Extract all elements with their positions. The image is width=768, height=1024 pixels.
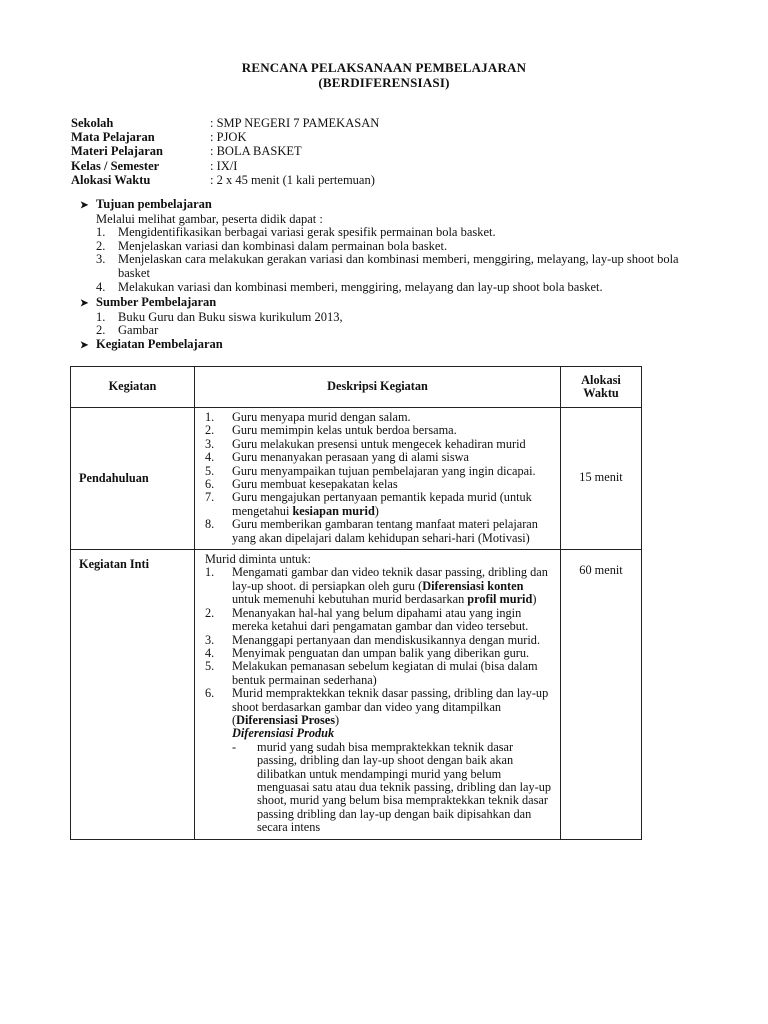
list-item: 1. Guru menyapa murid dengan salam. bbox=[205, 410, 411, 424]
arrow-bullet-icon: ➤ bbox=[80, 339, 89, 351]
produk-item: - murid yang sudah bisa mempraktekkan teknik dasar passing, dribling dan lay-up shoot dengan baik akan dilibatkan untuk mendampingi murid yang belum menguasai satu atau dua teknik passing, dribling dan lay-up shoot, murid yang belum bisa mempraktekkan teknik dasar passing dribling dan lay-up dengan baik dipisahkan dan secara intens bbox=[232, 739, 552, 835]
identity-row bbox=[71, 173, 379, 187]
list-item: 3. Guru melakukan presensi untuk mengecek kehadiran murid bbox=[205, 436, 526, 451]
identity-value: : 2 x 45 menit (1 kali pertemuan) bbox=[210, 172, 375, 187]
list-item: 3. Menjelaskan cara melakukan gerakan variasi dan kombinasi memberi, menggiring, melayang, lay-up shoot bola basket bbox=[96, 252, 679, 280]
pendahuluan-description bbox=[195, 408, 561, 550]
pendahuluan-list bbox=[205, 411, 552, 545]
arrow-bullet-icon: ➤ bbox=[80, 200, 89, 211]
document-subtitle: (BERDIFERENSIASI) bbox=[318, 75, 450, 90]
identity-label: Kelas / Semester bbox=[71, 158, 160, 173]
list-item: 2. Menjelaskan variasi dan kombinasi dalam permainan bola basket. bbox=[96, 238, 448, 253]
table-header-row bbox=[71, 367, 642, 408]
document-title: RENCANA PELAKSANAAN PEMBELAJARAN bbox=[241, 60, 527, 75]
list-item: 5. Melakukan pemanasan sebelum kegiatan di mulai (bisa dalam bentuk permainan sederhana) bbox=[205, 659, 538, 687]
tujuan-intro: Melalui melihat gambar, peserta didik dapat : bbox=[96, 211, 323, 226]
list-item: 3. Menanggapi pertanyaan dan mendiskusikannya dengan murid. bbox=[205, 632, 541, 647]
tujuan-section bbox=[80, 198, 700, 294]
list-item: 2. Guru memimpin kelas untuk berdoa bersama. bbox=[205, 423, 457, 438]
identity-row bbox=[71, 116, 379, 130]
list-item: 4. Melakukan variasi dan kombinasi memberi, menggiring, melayang dan lay-up shoot bola basket. bbox=[96, 279, 603, 294]
identity-label: Sekolah bbox=[71, 116, 114, 130]
list-item: 4. Guru menanyakan perasaan yang di alami siswa bbox=[205, 450, 469, 465]
list-item: 8. Guru memberikan gambaran tentang manfaat materi pelajaran yang akan dipelajari dalam kehidupan sehari-hari (Motivasi) bbox=[205, 517, 538, 545]
identity-label: Mata Pelajaran bbox=[71, 130, 155, 145]
list-item: 7. Guru mengajukan pertanyaan pemantik kepada murid (untuk mengetahui kesiapan murid) bbox=[205, 490, 532, 518]
table-row bbox=[71, 550, 642, 840]
identity-value: : SMP NEGERI 7 PAMEKASAN bbox=[210, 116, 380, 130]
pendahuluan-time: 15 menit bbox=[561, 408, 642, 550]
identity-label: Materi Pelajaran bbox=[71, 144, 163, 159]
inti-label: Kegiatan Inti bbox=[71, 550, 195, 840]
pendahuluan-label: Pendahuluan bbox=[71, 408, 195, 550]
header-kegiatan: Kegiatan bbox=[71, 367, 195, 408]
identity-value: : BOLA BASKET bbox=[210, 144, 302, 159]
list-item: 1. Mengamati gambar dan video teknik dasar passing, dribling dan lay-up shoot. di persiapkan oleh guru (Diferensiasi konten untuk memenuhi kebutuhan murid berdasarkan profil murid) bbox=[205, 565, 548, 607]
header-alokasi: Alokasi Waktu bbox=[561, 367, 642, 408]
list-item: 2. Gambar bbox=[96, 323, 159, 338]
inti-list bbox=[205, 566, 552, 727]
table-row bbox=[71, 408, 642, 550]
identity-row bbox=[71, 159, 379, 173]
kegiatan-table bbox=[70, 366, 642, 840]
list-item: 5. Guru menyampaikan tujuan pembelajaran yang ingin dicapai. bbox=[205, 463, 536, 478]
identity-label: Alokasi Waktu bbox=[71, 172, 151, 187]
identity-value: : PJOK bbox=[210, 130, 247, 145]
arrow-bullet-icon: ➤ bbox=[80, 298, 89, 309]
list-item: 4. Menyimak penguatan dan umpan balik yang diberikan guru. bbox=[205, 645, 530, 660]
inti-description bbox=[195, 550, 561, 840]
identity-block bbox=[71, 116, 379, 187]
list-item: 6. Murid mempraktekkan teknik dasar passing, dribling dan lay-up shoot berdasarkan gambar dan video yang ditampilkan (Diferensiasi Proses) bbox=[205, 686, 549, 727]
list-item: 1. Buku Guru dan Buku siswa kurikulum 2013, bbox=[96, 309, 343, 324]
inti-time: 60 menit bbox=[561, 550, 642, 840]
identity-value: : IX/I bbox=[210, 158, 238, 173]
tujuan-heading: ➤ Tujuan pembelajaran bbox=[80, 197, 212, 211]
sumber-heading: ➤ Sumber Pembelajaran bbox=[80, 295, 217, 309]
kegiatan-heading: ➤ Kegiatan Pembelajaran bbox=[80, 336, 223, 351]
identity-row bbox=[71, 144, 379, 158]
list-item: 6. Guru membuat kesepakatan kelas bbox=[205, 477, 398, 492]
list-item: 1. Mengidentifikasikan berbagai variasi gerak spesifik permainan bola basket. bbox=[96, 225, 496, 240]
sumber-section bbox=[80, 296, 700, 352]
header-deskripsi: Deskripsi Kegiatan bbox=[195, 367, 561, 408]
list-item: 2. Menanyakan hal-hal yang belum dipahami atau yang ingin mereka ketahui dari pengamatan gambar dan video tersebut. bbox=[205, 605, 529, 634]
produk-heading: Diferensiasi Produk bbox=[232, 726, 335, 741]
identity-row bbox=[71, 130, 379, 144]
sumber-list bbox=[80, 311, 700, 338]
tujuan-list bbox=[80, 226, 700, 294]
inti-intro: Murid diminta untuk: bbox=[205, 552, 311, 567]
